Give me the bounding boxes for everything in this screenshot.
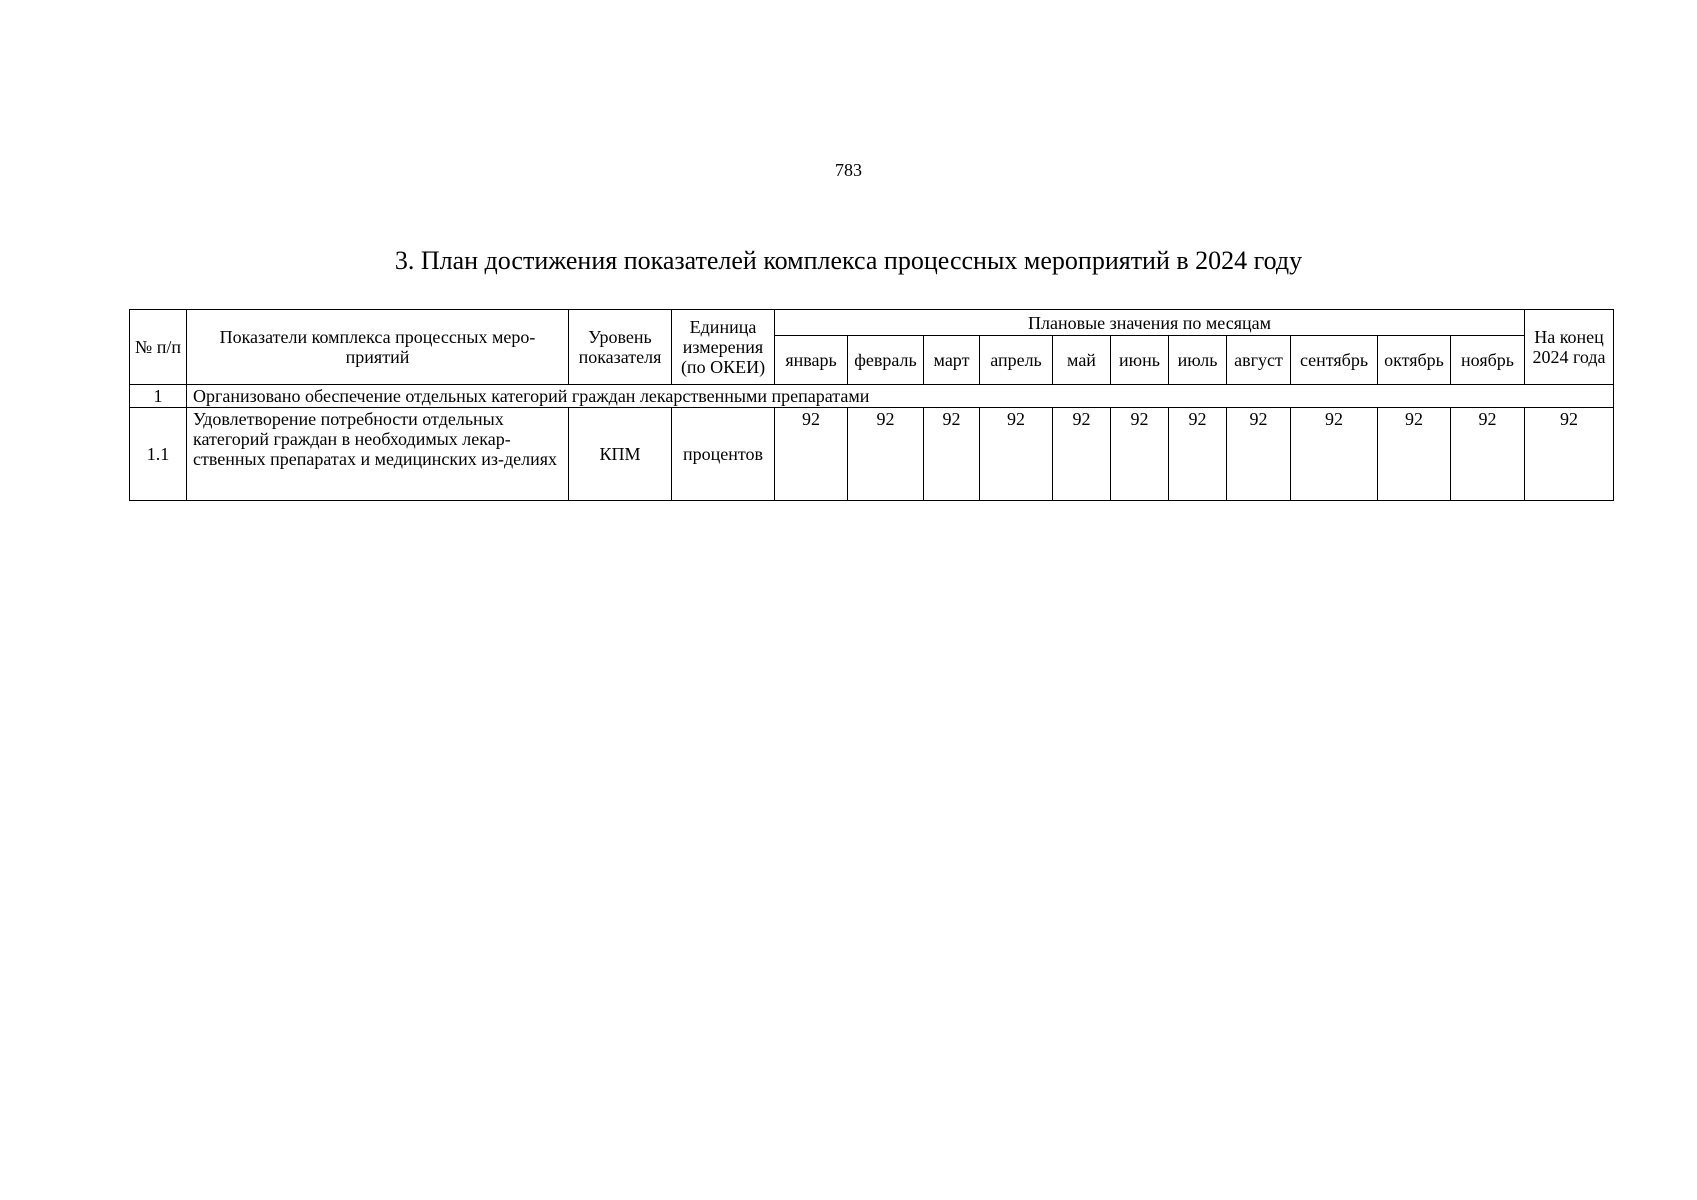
row-month-value: 92	[1451, 408, 1525, 501]
plan-table	[129, 309, 1614, 501]
row-month-value: 92	[1169, 408, 1227, 501]
header-month: июль	[1169, 336, 1227, 385]
header-month: январь	[775, 336, 848, 385]
header-month: июнь	[1111, 336, 1169, 385]
header-num: № п/п	[130, 310, 187, 385]
page-number: 783	[835, 160, 862, 180]
table-header-row	[130, 310, 1614, 336]
row-indicator: Удовлетворение потребности отдельных категорий граждан в необходимых лекар-ственных препаратах и медицинских из-делиях	[187, 408, 569, 501]
row-month-value: 92	[1111, 408, 1169, 501]
row-unit: процентов	[672, 408, 775, 501]
header-month: октябрь	[1378, 336, 1451, 385]
header-year-end: На конец 2024 года	[1525, 310, 1614, 385]
row-level: КПМ	[569, 408, 672, 501]
row-month-value: 92	[924, 408, 980, 501]
row-month-value: 92	[1378, 408, 1451, 501]
header-month: ноябрь	[1451, 336, 1525, 385]
header-month: май	[1053, 336, 1111, 385]
header-month: август	[1227, 336, 1291, 385]
row-month-value: 92	[775, 408, 848, 501]
table-row	[130, 408, 1614, 501]
section-row	[130, 385, 1614, 408]
header-level: Уровень показателя	[569, 310, 672, 385]
header-unit: Единица измерения (по ОКЕИ)	[672, 310, 775, 385]
row-month-value: 92	[1291, 408, 1378, 501]
row-month-value: 92	[1227, 408, 1291, 501]
row-year-end-value: 92	[1525, 408, 1614, 501]
row-num: 1.1	[130, 408, 187, 501]
row-month-value: 92	[980, 408, 1053, 501]
document-title: 3. План достижения показателей комплекса процессных мероприятий в 2024 году	[394, 246, 1303, 275]
header-indicator: Показатели комплекса процессных меро-приятий	[187, 310, 569, 385]
row-month-value: 92	[1053, 408, 1111, 501]
header-month: февраль	[848, 336, 924, 385]
header-month: март	[924, 336, 980, 385]
section-title: Организовано обеспечение отдельных категорий граждан лекарственными препаратами	[187, 385, 1614, 408]
header-monthly-group: Плановые значения по месяцам	[775, 310, 1525, 336]
header-month: сентябрь	[1291, 336, 1378, 385]
header-month: апрель	[980, 336, 1053, 385]
section-num: 1	[130, 385, 187, 408]
row-month-value: 92	[848, 408, 924, 501]
